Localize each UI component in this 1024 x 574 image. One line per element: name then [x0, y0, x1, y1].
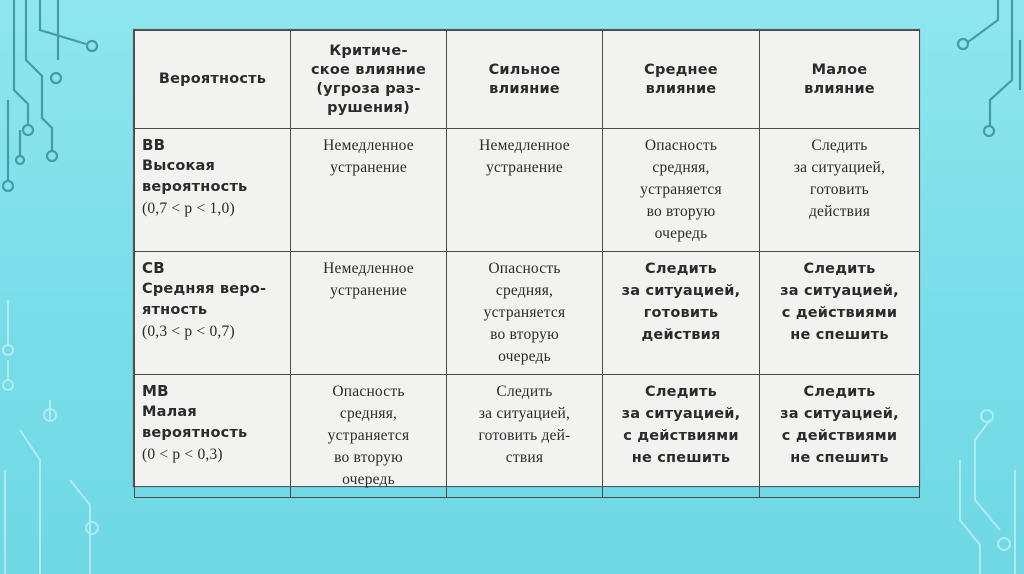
table-row [135, 252, 920, 375]
table-cell: Опасность средняя, устраняется во вторую очередь [291, 375, 447, 498]
table-cell: Следить за ситуацией, с действиями не спешить [603, 375, 760, 498]
risk-matrix-table [133, 29, 920, 487]
row-header-low: МВ Малая вероятность (0 < p < 0,3) [135, 375, 291, 498]
row-header-medium: СВ Средняя веро- ятность (0,3 < p < 0,7) [135, 252, 291, 375]
table-row [135, 129, 920, 252]
table-header-row [135, 31, 920, 129]
header-medium-impact: Среднее влияние [603, 31, 760, 129]
table-cell: Следить за ситуацией, готовить действия [760, 129, 920, 252]
table-cell: Немедленное устранение [291, 252, 447, 375]
header-critical-impact: Критиче- ское влияние (угроза раз- рушения) [291, 31, 447, 129]
header-strong-impact: Сильное влияние [447, 31, 603, 129]
table-cell: Следить за ситуацией, с действиями не спешить [760, 252, 920, 375]
table-cell: Немедленное устранение [291, 129, 447, 252]
table-cell: Следить за ситуацией, с действиями не спешить [760, 375, 920, 498]
header-low-impact: Малое влияние [760, 31, 920, 129]
table-cell: Следить за ситуацией, готовить дей- ствия [447, 375, 603, 498]
table-cell: Следить за ситуацией, готовить действия [603, 252, 760, 375]
table-cell: Опасность средняя, устраняется во вторую очередь [447, 252, 603, 375]
header-probability: Вероятность [135, 31, 291, 129]
table-cell: Опасность средняя, устраняется во вторую очередь [603, 129, 760, 252]
table-row [135, 375, 920, 498]
table-cell: Немедленное устранение [447, 129, 603, 252]
row-header-high: ВВ Высокая вероятность (0,7 < p < 1,0) [135, 129, 291, 252]
